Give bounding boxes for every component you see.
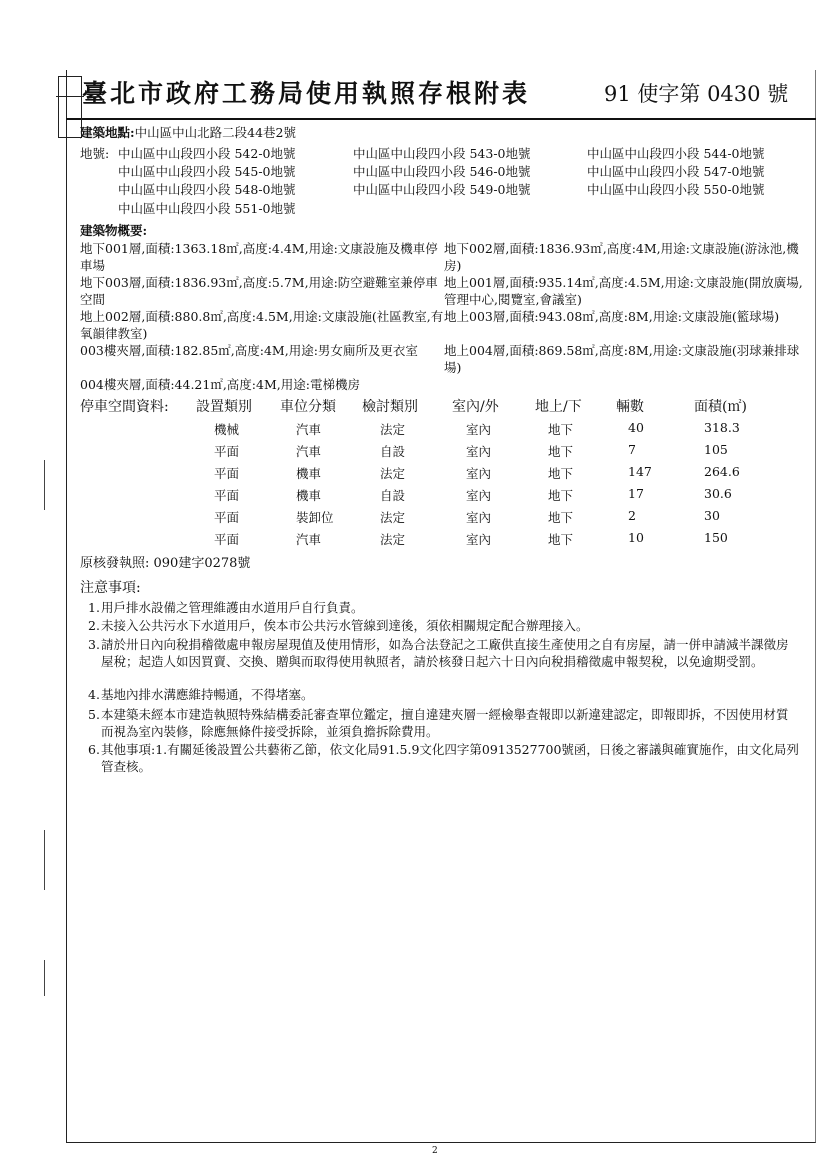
parking-header: 地上/下 [535, 399, 582, 415]
address-line [80, 124, 296, 141]
note-item [88, 706, 800, 740]
parking-header: 設置類別 [196, 399, 252, 415]
parking-cell: 地下 [548, 488, 574, 503]
parking-cell: 法定 [380, 466, 406, 481]
note-number: 2. [88, 618, 100, 633]
parking-cell: 汽車 [296, 444, 322, 459]
floor-entry: 地下003層,面積:1836.93㎡,高度:5.7M,用途:防空避難室兼停車空間 [80, 275, 438, 307]
note-item [88, 636, 800, 670]
lot: 中山區中山段四小段 548-0地號 [118, 182, 296, 197]
parking-cell: 室內 [466, 510, 492, 525]
lot: 中山區中山段四小段 551-0地號 [118, 201, 296, 216]
parking-cell: 264.6 [704, 464, 740, 479]
parking-cell: 平面 [214, 532, 240, 547]
parking-cell: 30.6 [704, 486, 732, 501]
lot: 中山區中山段四小段 550-0地號 [587, 182, 765, 197]
parking-cell: 平面 [214, 488, 240, 503]
original-permit: 原核發執照: 090建字0278號 [80, 556, 251, 571]
parking-cell: 機車 [296, 466, 322, 481]
floor-entry: 地上004層,面積:869.58㎡,高度:8M,用途:文康設施(羽球兼排球場) [444, 343, 800, 375]
note-number: 5. [88, 707, 100, 722]
lot: 中山區中山段四小段 544-0地號 [587, 146, 765, 161]
note-number: 4. [88, 687, 100, 702]
note-item [88, 599, 800, 616]
parking-cell: 平面 [214, 466, 240, 481]
parking-cell: 法定 [380, 422, 406, 437]
parking-cell: 105 [704, 442, 728, 457]
parking-cell: 法定 [380, 532, 406, 547]
scan-mark [44, 960, 45, 996]
page-number: 2 [432, 1146, 438, 1156]
note-item [88, 617, 800, 634]
note-text: 本建築未經本市建造執照特殊結構委託審查單位鑑定，擅自違建夾層一經檢舉查報即以新違建認定，即報即拆，不因使用材質而視為室內裝修，除應無條件接受拆除，並須負擔拆除費用。 [101, 707, 789, 739]
parking-header: 檢討類別 [362, 399, 418, 415]
note-item [88, 686, 800, 703]
address-label: 建築地點: [80, 125, 135, 140]
parking-cell: 室內 [466, 422, 492, 437]
floor-entry: 地上002層,面積:880.8㎡,高度:4.5M,用途:文康設施(社區教室,有氧韻律教室) [80, 309, 444, 341]
parking-cell: 147 [628, 464, 652, 479]
parking-cell: 地下 [548, 532, 574, 547]
parking-cell: 平面 [214, 510, 240, 525]
parking-cell: 地下 [548, 510, 574, 525]
lot: 中山區中山段四小段 545-0地號 [118, 164, 296, 179]
lot: 中山區中山段四小段 542-0地號 [118, 146, 296, 161]
parking-cell: 150 [704, 530, 728, 545]
parking-cell: 汽車 [296, 422, 322, 437]
lot: 中山區中山段四小段 543-0地號 [353, 146, 531, 161]
parking-cell: 汽車 [296, 532, 322, 547]
parking-cell: 自設 [380, 444, 406, 459]
parking-cell: 裝卸位 [296, 510, 334, 525]
scan-mark [44, 830, 45, 890]
scan-mark [44, 460, 45, 510]
notes-title: 注意事項: [80, 580, 141, 596]
parking-cell: 室內 [466, 444, 492, 459]
note-text: 請於卅日內向稅捐稽徵處申報房屋現值及使用情形，如為合法登記之工廠供直接生產使用之自有房屋，請一併申請減半課徵房屋稅；起造人如因買賣、交換、贈與而取得使用執照者，請於核發日起六十日內向稅捐稽徵處申報契稅，以免逾期受罰。 [101, 637, 789, 669]
address-value: 中山區中山北路二段44巷2號 [134, 125, 296, 140]
parking-cell: 地下 [548, 444, 574, 459]
note-item [88, 741, 800, 775]
parking-cell: 318.3 [704, 420, 740, 435]
parking-cell: 室內 [466, 466, 492, 481]
floor-entry: 地下001層,面積:1363.18㎡,高度:4.4M,用途:文康設施及機車停車場 [80, 241, 438, 273]
parking-cell: 平面 [214, 444, 240, 459]
lots-label: 地號: [80, 146, 110, 161]
parking-header: 室內/外 [452, 399, 499, 415]
permit-number: 91 使字第 0430 號 [604, 82, 789, 106]
parking-cell: 10 [628, 530, 644, 545]
floor-entry: 地上001層,面積:935.14㎡,高度:4.5M,用途:文康設施(開放廣場,管理中心,閱覽室,會議室) [444, 275, 803, 307]
parking-cell: 室內 [466, 488, 492, 503]
floor-entry: 004樓夾層,面積:44.21㎡,高度:4M,用途:電梯機房 [80, 377, 360, 392]
note-number: 3. [88, 637, 100, 652]
parking-cell: 室內 [466, 532, 492, 547]
lot: 中山區中山段四小段 549-0地號 [353, 182, 531, 197]
note-number: 1. [88, 600, 100, 615]
parking-header: 輛數 [616, 399, 644, 415]
parking-cell: 法定 [380, 510, 406, 525]
parking-cell: 2 [628, 508, 636, 523]
floor-entry: 地下002層,面積:1836.93㎡,高度:4M,用途:文康設施(游泳池,機房) [444, 241, 799, 273]
parking-cell: 自設 [380, 488, 406, 503]
parking-cell: 17 [628, 486, 644, 501]
parking-cell: 機車 [296, 488, 322, 503]
parking-cell: 40 [628, 420, 644, 435]
parking-label: 停車空間資料: [80, 399, 169, 415]
note-text: 基地內排水溝應維持暢通，不得堵塞。 [101, 687, 314, 702]
stamp-mark [58, 76, 82, 138]
floor-entry: 003樓夾層,面積:182.85㎡,高度:4M,用途:男女廁所及更衣室 [80, 343, 418, 358]
note-text: 用戶排水設備之管理維護由水道用戶自行負責。 [101, 600, 364, 615]
note-text: 未接入公共污水下水道用戶，俟本市公共污水管線到達後，須依相關規定配合辦理接入。 [101, 618, 589, 633]
stamp-mark-line [56, 96, 84, 97]
building-heading: 建築物概要: [80, 223, 148, 238]
parking-header: 面積(㎡) [694, 399, 747, 415]
parking-cell: 7 [628, 442, 636, 457]
note-number: 6. [88, 742, 100, 757]
floor-entry: 地上003層,面積:943.08㎡,高度:8M,用途:文康設施(籃球場) [444, 309, 780, 324]
title-underline [66, 118, 816, 120]
parking-cell: 30 [704, 508, 720, 523]
document-title: 臺北市政府工務局使用執照存根附表 [82, 79, 531, 108]
parking-cell: 地下 [548, 466, 574, 481]
parking-cell: 機械 [214, 422, 240, 437]
parking-header: 車位分類 [280, 399, 336, 415]
lot: 中山區中山段四小段 546-0地號 [353, 164, 531, 179]
note-text: 其他事項:1.有關延後設置公共藝術乙節，依文化局91.5.9文化四字第0913527700號函，日後之審議與確實施作，由文化局列管查核。 [101, 742, 799, 774]
parking-cell: 地下 [548, 422, 574, 437]
lot: 中山區中山段四小段 547-0地號 [587, 164, 765, 179]
